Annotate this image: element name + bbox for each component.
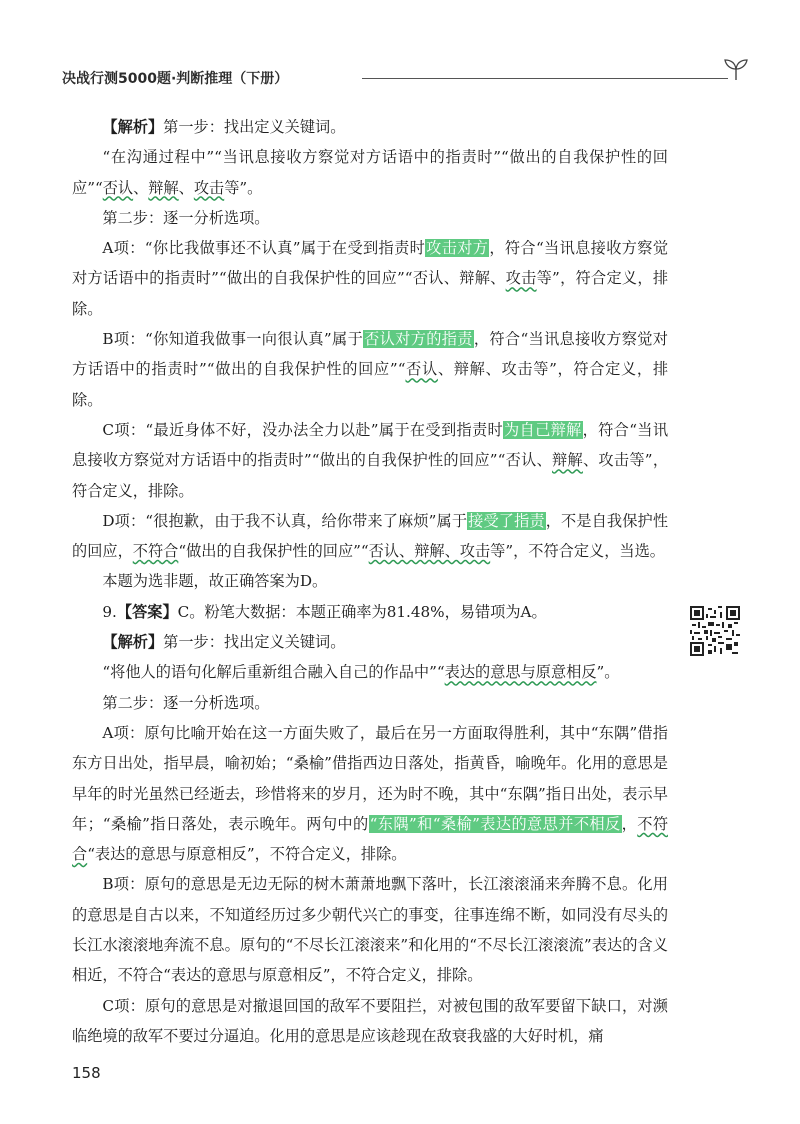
q9-a-highlight: “东隅”和“桑榆”表达的意思并不相反: [369, 814, 621, 833]
kw-wavy-3: 攻击: [193, 178, 225, 197]
book-title: 决战行测5000题·判断推理（下册）: [62, 71, 289, 87]
option-c-analysis: [72, 415, 668, 506]
q9-a-text-1: A项：原句比喻开始在这一方面失败了，最后在另一方面取得胜利，其中“东隅”借指东方日出处，指早晨，喻初始；“桑榆”借指西边日落处，指黄昏，喻晚年。化用的意思是早年的时光虽然已经逝去，珍惜将来的岁月，还为时不晚，其中“东隅”指日出处，表示早年；“桑榆”指日落处，表示晚年。两句中的: [72, 723, 668, 833]
q9-kw-wavy: 表达的意思与原意相反: [444, 663, 597, 682]
q9-a-wavy: 不符合: [72, 814, 668, 864]
option-c-text-2: ，符合“当讯息接收方察觉对方话语中的指责时”“做出的自我保护性的回应”“否认、: [72, 420, 669, 470]
option-a-text-3: 等”，符合定义，排除。: [72, 269, 669, 318]
option-a-wavy: 攻击: [505, 269, 537, 288]
option-c-highlight: 为自己辩解: [504, 420, 582, 439]
q9-option-a: [72, 718, 668, 869]
kw-text-2: 等”。: [224, 178, 263, 197]
option-c-text-3: 、攻击等”，符合定义，排除。: [72, 451, 669, 500]
q9-a-text-2: ，: [621, 814, 638, 833]
q9-option-b: B项：原句的意思是无边无际的树木萧萧地飘下落叶，长江滚滚涌来奔腾不息。化用的意思是自古以来，不知道经历过多少朝代兴亡的事变，往事连绵不断，如同没有尽头的长江水滚滚地奔流不息。原句的“不尽长江滚滚来”和化用的“不尽长江滚滚流”表达的含义相近，不符合“表达的意思与原意相反”，不符合定义，排除。: [72, 875, 668, 985]
option-b-text-3: 、辩解、攻击等”，符合定义，排除。: [72, 360, 669, 409]
q9-step2-heading: 第二步：逐一分析选项。: [102, 693, 270, 712]
option-b-text-1: B项：“你知道我做事一向很认真”属于: [102, 330, 364, 349]
q9-analysis-text: 第一步：找出定义关键词。: [163, 633, 346, 652]
page-number: 158: [72, 1064, 101, 1082]
running-header: [62, 64, 752, 88]
q9-analysis-label: 【解析】: [102, 633, 164, 652]
q9-kw-text-2: ”。: [596, 663, 620, 682]
option-d-highlight: 接受了指责: [468, 511, 545, 530]
kw-sep-2: 、: [178, 178, 194, 197]
analysis-step1: [72, 112, 668, 142]
option-a-analysis: [72, 233, 668, 324]
option-d-text-2: ，不是自我保护性的回应，: [72, 511, 669, 561]
option-b-text-2: ，符合“当讯息接收方察觉对方话语中的指责时”“做出的自我保护性的回应”“: [72, 330, 668, 379]
option-c-wavy: 辩解: [552, 451, 583, 470]
page-body: [72, 112, 668, 1051]
option-a-highlight: 攻击对方: [426, 239, 489, 258]
q9-analysis-step1: [72, 627, 668, 657]
analysis-step1-text: 第一步：找出定义关键词。: [163, 118, 346, 136]
option-b-wavy: 否认: [405, 360, 438, 379]
q9-answer-text: C。粉笔大数据：本题正确率为81.48%，易错项为A。: [177, 602, 547, 621]
definition-keywords: [72, 142, 668, 203]
option-c-text-1: C项：“最近身体不好，没办法全力以赴”属于在受到指责时: [102, 420, 504, 439]
option-d-text-4: 等”，不符合定义，当选。: [490, 542, 665, 561]
option-d-text-1: D项：“很抱歉，由于我不认真，给你带来了麻烦”属于: [102, 511, 468, 530]
option-b-analysis: [72, 324, 668, 415]
option-d-wavy-1: 不符合: [132, 542, 179, 561]
q9-keywords: [72, 657, 668, 687]
option-b-highlight: 否认对方的指责: [364, 330, 473, 349]
q9-answer: [72, 597, 668, 627]
q9-option-c: C项：原句的意思是对撤退回国的敌军不要阻拦，对被包围的敌军要留下缺口，对濒临绝境的敌军不要过分逼迫。化用的意思是应该趁现在敌衰我盛的大好时机，痛: [72, 996, 668, 1045]
kw-text-1: “在沟通过程中”“当讯息接收方察觉对方话语中的指责时”“做出的自我保护性的回应”“: [72, 148, 668, 197]
option-d-analysis: [72, 506, 668, 567]
header-divider: [362, 78, 728, 79]
sprout-icon: [722, 56, 750, 82]
analysis-label: 【解析】: [102, 118, 164, 136]
answer-label: 【答案】: [116, 602, 178, 621]
q9-kw-text-1: “将他人的语句化解后重新组合融入自己的作品中”“: [102, 663, 445, 682]
kw-wavy-2: 辩解: [148, 178, 179, 197]
option-d-text-3: “做出的自我保护性的回应”“: [178, 542, 369, 561]
q9-a-text-3: “表达的意思与原意相反”，不符合定义，排除。: [87, 845, 407, 864]
kw-sep-1: 、: [133, 178, 149, 197]
q9-number: 9.: [102, 602, 117, 621]
option-a-text-2: ，符合“当讯息接收方察觉对方话语中的指责时”“做出的自我保护性的回应”“否认、辩解、: [72, 239, 669, 288]
kw-wavy-1: 否认: [102, 178, 134, 197]
answer-conclusion: 本题为选非题，故正确答案为D。: [102, 572, 328, 591]
option-a-text-1: A项：“你比我做事还不认真”属于在受到指责时: [102, 239, 426, 258]
option-d-wavy-2: 否认、辩解、攻击: [368, 542, 491, 561]
step2-heading: 第二步：逐一分析选项。: [102, 208, 270, 227]
qr-code[interactable]: [690, 606, 740, 656]
